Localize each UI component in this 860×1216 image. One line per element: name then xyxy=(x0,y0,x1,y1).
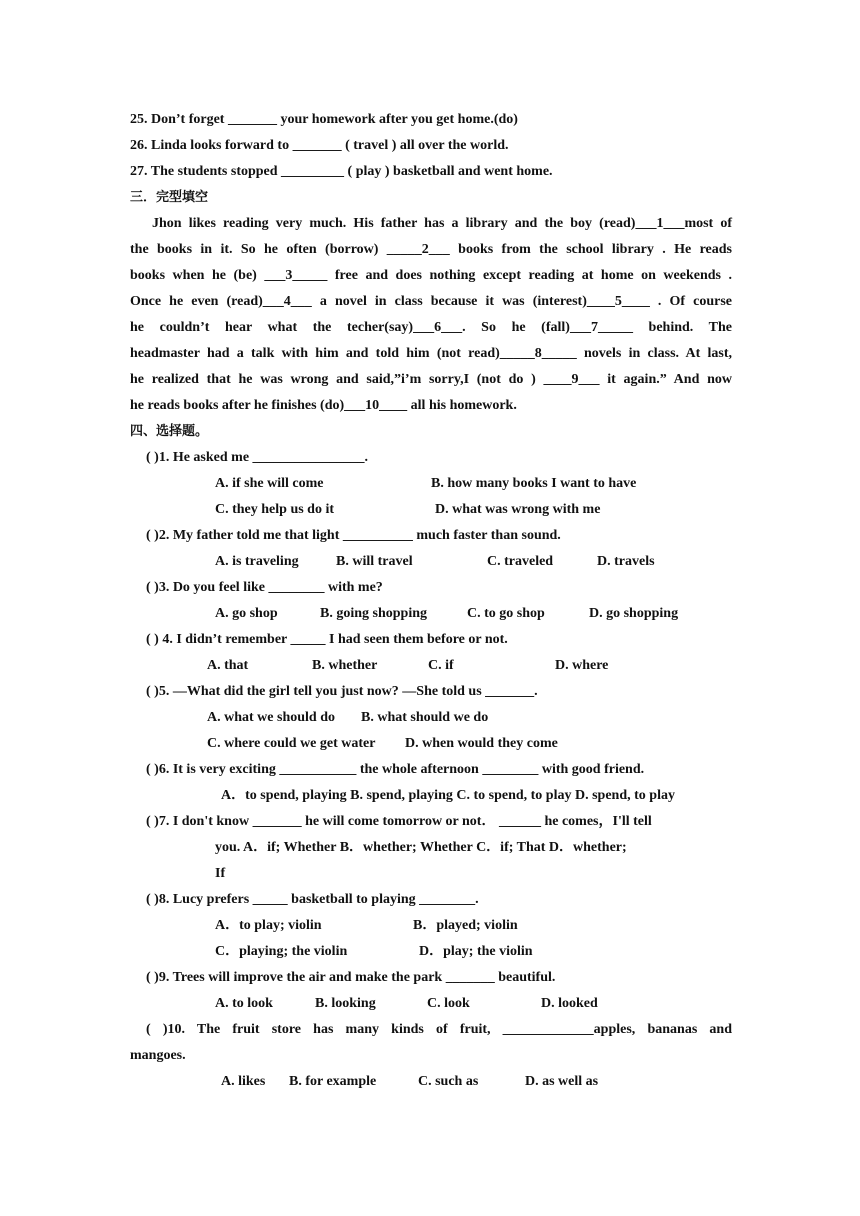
question-2: ( )2. My father told me that light __________ much faster than sound. xyxy=(146,528,561,543)
option-d: D. looked xyxy=(541,996,598,1011)
question-5-options-row-1 xyxy=(130,705,732,731)
cloze-line: Once he even (read)___4___ a novel in class because it was (interest)____5____ . Of course xyxy=(130,294,732,309)
option-b: B. how many books I want to have xyxy=(431,476,637,491)
fill-question-27: 27. The students stopped _________ ( play ) basketball and went home. xyxy=(130,164,553,179)
question-7-options-continued: If xyxy=(215,866,226,881)
cloze-line: the books in it. So he often (borrow) _____2___ books from the school library . He reads xyxy=(130,242,732,257)
question-6: ( )6. It is very exciting ___________ the whole afternoon ________ with good friend. xyxy=(146,762,645,777)
option-c: C. traveled xyxy=(487,554,554,569)
option-c: C. to go shop xyxy=(467,606,545,621)
option-b: B. what should we do xyxy=(361,710,489,725)
option-d: D. what was wrong with me xyxy=(435,502,601,517)
option-d: D．play; the violin xyxy=(419,944,533,959)
cloze-line: he reads books after he finishes (do)___10____ all his homework. xyxy=(130,398,517,413)
question-8: ( )8. Lucy prefers _____ basketball to playing ________. xyxy=(146,892,479,907)
option-a: A. if she will come xyxy=(215,476,324,491)
question-4: ( ) 4. I didn’t remember _____ I had seen them before or not. xyxy=(146,632,508,647)
question-7: ( )7. I don't know _______ he will come tomorrow or not． ______ he comes，I'll tell xyxy=(146,814,652,829)
option-a: A. is traveling xyxy=(215,554,299,569)
cloze-passage xyxy=(130,211,732,419)
question-5: ( )5. —What did the girl tell you just now? —She told us _______. xyxy=(146,684,538,699)
worksheet-page xyxy=(130,107,732,1095)
section-4-title: 四、选择题。 xyxy=(130,424,209,439)
question-5-options-row-2 xyxy=(130,731,732,757)
question-1-options-row-1 xyxy=(130,471,732,497)
option-a: A. what we should do xyxy=(207,710,335,725)
option-b: B. will travel xyxy=(336,554,413,569)
option-d: D. where xyxy=(555,658,609,673)
option-b: B. looking xyxy=(315,996,376,1011)
option-a: A. that xyxy=(207,658,249,673)
cloze-line: books when he (be) ___3_____ free and does nothing except reading at home on weekends . xyxy=(130,268,732,283)
question-6-options: A．to spend, playing B. spend, playing C. to spend, to play D. spend, to play xyxy=(221,788,675,803)
option-a: A．to play; violin xyxy=(215,918,322,933)
option-c: C．playing; the violin xyxy=(215,944,348,959)
option-d: D. when would they come xyxy=(405,736,558,751)
option-b: B．played; violin xyxy=(413,918,518,933)
question-4-options xyxy=(130,653,732,679)
question-3: ( )3. Do you feel like ________ with me? xyxy=(146,580,383,595)
option-b: B. whether xyxy=(312,658,378,673)
cloze-line: Jhon likes reading very much. His father has a library and the boy (read)___1___most of xyxy=(152,216,732,231)
fill-question-25: 25. Don’t forget _______ your homework after you get home.(do) xyxy=(130,112,518,127)
cloze-line: headmaster had a talk with him and told him (not read)_____8_____ novels in class. At last, xyxy=(130,346,732,361)
question-10: ( )10. The fruit store has many kinds of fruit, _____________apples, bananas and xyxy=(146,1022,732,1037)
option-c: C. where could we get water xyxy=(207,736,376,751)
option-c: C. such as xyxy=(418,1074,479,1089)
question-2-options xyxy=(130,549,732,575)
option-d: D. go shopping xyxy=(589,606,679,621)
question-8-options-row-1 xyxy=(130,913,732,939)
option-a: A. likes xyxy=(221,1074,266,1089)
option-c: C. they help us do it xyxy=(215,502,335,517)
question-10-options xyxy=(130,1069,732,1095)
question-8-options-row-2 xyxy=(130,939,732,965)
option-b: B. going shopping xyxy=(320,606,427,621)
section-3-title: 三．完型填空 xyxy=(130,190,209,205)
option-b: B. for example xyxy=(289,1074,377,1089)
option-c: C. if xyxy=(428,658,454,673)
option-d: D. as well as xyxy=(525,1074,599,1089)
question-9-options xyxy=(130,991,732,1017)
cloze-line: he realized that he was wrong and said,”i’m sorry,I (not do ) ____9___ it again.” And now xyxy=(130,372,732,387)
question-1: ( )1. He asked me ________________. xyxy=(146,450,369,465)
question-7-options: you. A．if; Whether B．whether; Whether C．if; That D．whether; xyxy=(215,840,627,855)
question-9: ( )9. Trees will improve the air and make the park _______ beautiful. xyxy=(146,970,556,985)
option-a: A. go shop xyxy=(215,606,278,621)
question-10-continued: mangoes. xyxy=(130,1048,186,1063)
option-c: C. look xyxy=(427,996,470,1011)
cloze-line: he couldn’t hear what the techer(say)___6___. So he (fall)___7_____ behind. The xyxy=(130,320,732,335)
option-a: A. to look xyxy=(215,996,273,1011)
option-d: D. travels xyxy=(597,554,655,569)
fill-question-26: 26. Linda looks forward to _______ ( travel ) all over the world. xyxy=(130,138,509,153)
question-3-options xyxy=(130,601,732,627)
question-1-options-row-2 xyxy=(130,497,732,523)
